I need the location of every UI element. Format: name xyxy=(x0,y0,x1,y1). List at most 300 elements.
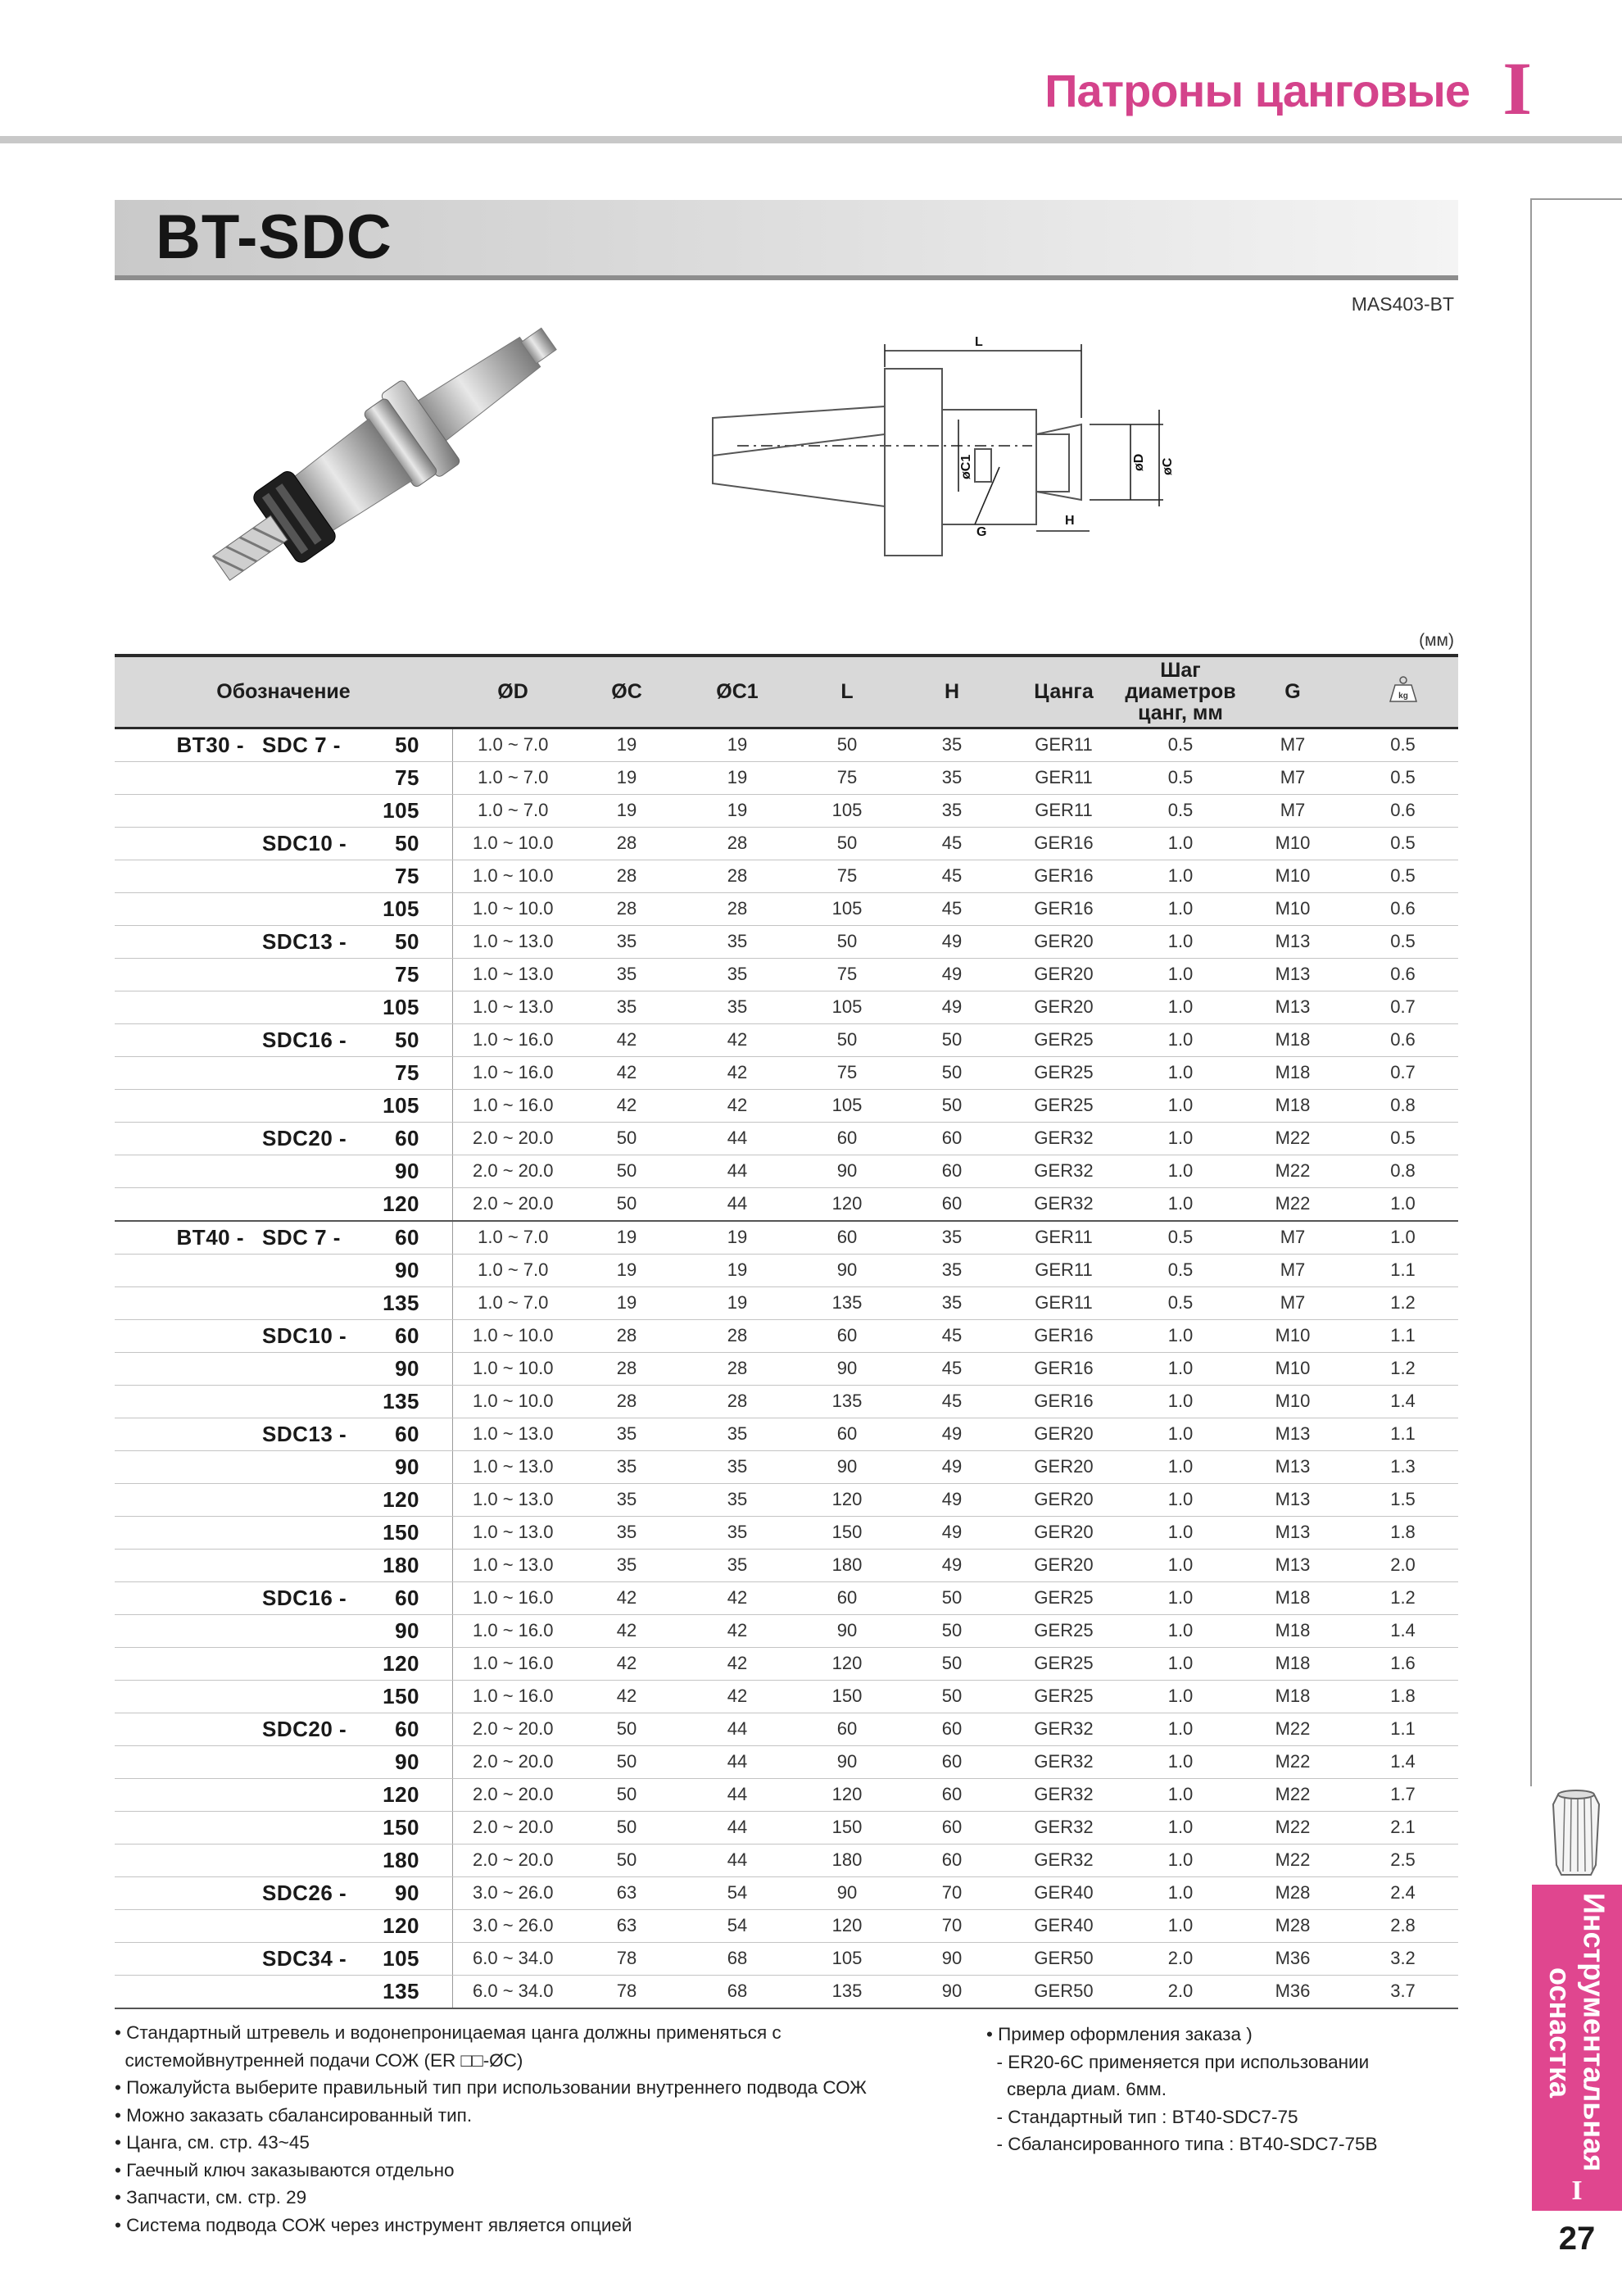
cell-h: 60 xyxy=(899,1778,1004,1811)
cell-designation xyxy=(115,1089,452,1122)
cell-designation xyxy=(115,860,452,892)
table-row xyxy=(115,1483,1458,1516)
product-title: BT-SDC xyxy=(156,202,392,272)
cell-c: 42 xyxy=(573,1056,680,1089)
cell-step: 1.0 xyxy=(1123,1516,1238,1549)
cell-d: 1.0 ~ 16.0 xyxy=(452,1614,573,1647)
cell-w: 1.1 xyxy=(1348,1418,1458,1450)
cell-h: 50 xyxy=(899,1647,1004,1680)
cell-d: 1.0 ~ 13.0 xyxy=(452,991,573,1023)
cell-d: 1.0 ~ 13.0 xyxy=(452,1450,573,1483)
cell-c1: 19 xyxy=(680,1286,795,1319)
note-line: системойвнутренней подачи СОЖ (ER □□-ØC) xyxy=(115,2049,523,2071)
table-row xyxy=(115,1909,1458,1942)
cell-designation xyxy=(115,761,452,794)
cell-l: 135 xyxy=(795,1975,899,2008)
cell-c: 19 xyxy=(573,1221,680,1255)
cell-step: 1.0 xyxy=(1123,1319,1238,1352)
cell-w: 0.5 xyxy=(1348,860,1458,892)
label-L: L xyxy=(975,335,983,349)
side-frame xyxy=(1530,198,1622,1786)
cell-g: M18 xyxy=(1238,1614,1348,1647)
cell-c1: 42 xyxy=(680,1023,795,1056)
cell-w: 1.4 xyxy=(1348,1614,1458,1647)
cell-w: 1.8 xyxy=(1348,1680,1458,1713)
cell-d: 1.0 ~ 16.0 xyxy=(452,1023,573,1056)
cell-g: M18 xyxy=(1238,1581,1348,1614)
cell-step: 1.0 xyxy=(1123,1056,1238,1089)
cell-g: M13 xyxy=(1238,925,1348,958)
cell-designation xyxy=(115,1056,452,1089)
cell-c: 78 xyxy=(573,1942,680,1975)
cell-d: 6.0 ~ 34.0 xyxy=(452,1942,573,1975)
cell-l: 90 xyxy=(795,1254,899,1286)
cell-step: 1.0 xyxy=(1123,1581,1238,1614)
designation-p2: SDC 7 - xyxy=(262,1224,341,1250)
col-designation: Обозначение xyxy=(216,680,351,704)
cell-l: 120 xyxy=(795,1647,899,1680)
designation-p3: 60 xyxy=(395,1125,419,1150)
cell-step: 1.0 xyxy=(1123,1614,1238,1647)
cell-l: 105 xyxy=(795,892,899,925)
cell-w: 1.2 xyxy=(1348,1286,1458,1319)
cell-h: 49 xyxy=(899,1450,1004,1483)
cell-designation xyxy=(115,1614,452,1647)
cell-g: M22 xyxy=(1238,1745,1348,1778)
cell-c: 28 xyxy=(573,827,680,860)
label-H: H xyxy=(1065,514,1075,528)
cell-collet: GER32 xyxy=(1004,1844,1123,1876)
designation-p3: 90 xyxy=(395,1749,419,1774)
designation-p2: SDC13 - xyxy=(262,928,347,954)
cell-d: 3.0 ~ 26.0 xyxy=(452,1876,573,1909)
cell-h: 35 xyxy=(899,1254,1004,1286)
cell-w: 1.8 xyxy=(1348,1516,1458,1549)
cell-c: 63 xyxy=(573,1909,680,1942)
technical-drawing xyxy=(705,328,1278,574)
designation-p2: SDC20 - xyxy=(262,1716,347,1741)
table-row xyxy=(115,1844,1458,1876)
cell-w: 1.7 xyxy=(1348,1778,1458,1811)
cell-l: 120 xyxy=(795,1483,899,1516)
cell-c1: 28 xyxy=(680,892,795,925)
cell-designation xyxy=(115,1352,452,1385)
cell-d: 1.0 ~ 7.0 xyxy=(452,1254,573,1286)
designation-p3: 75 xyxy=(395,961,419,987)
cell-collet: GER11 xyxy=(1004,1286,1123,1319)
cell-c1: 44 xyxy=(680,1713,795,1745)
table-row xyxy=(115,1549,1458,1581)
cell-c: 50 xyxy=(573,1122,680,1155)
cell-c: 35 xyxy=(573,991,680,1023)
header-divider xyxy=(0,136,1622,143)
col-g: G xyxy=(1284,680,1301,704)
cell-h: 50 xyxy=(899,1056,1004,1089)
designation-p3: 90 xyxy=(395,1257,419,1282)
cell-g: M22 xyxy=(1238,1811,1348,1844)
cell-d: 2.0 ~ 20.0 xyxy=(452,1713,573,1745)
cell-w: 0.5 xyxy=(1348,761,1458,794)
cell-c1: 35 xyxy=(680,958,795,991)
cell-w: 1.1 xyxy=(1348,1319,1458,1352)
designation-p3: 60 xyxy=(395,1585,419,1610)
cell-collet: GER20 xyxy=(1004,1516,1123,1549)
cell-designation xyxy=(115,1155,452,1187)
col-weight xyxy=(1348,656,1458,728)
cell-c1: 19 xyxy=(680,794,795,827)
cell-c: 19 xyxy=(573,1286,680,1319)
cell-g: M22 xyxy=(1238,1844,1348,1876)
cell-step: 0.5 xyxy=(1123,728,1238,761)
cell-w: 0.5 xyxy=(1348,925,1458,958)
cell-c1: 28 xyxy=(680,1385,795,1418)
cell-collet: GER20 xyxy=(1004,1418,1123,1450)
cell-step: 0.5 xyxy=(1123,761,1238,794)
cell-step: 1.0 xyxy=(1123,1122,1238,1155)
cell-d: 1.0 ~ 13.0 xyxy=(452,1549,573,1581)
table-row xyxy=(115,1254,1458,1286)
cell-d: 1.0 ~ 7.0 xyxy=(452,1286,573,1319)
cell-c1: 68 xyxy=(680,1975,795,2008)
cell-h: 35 xyxy=(899,794,1004,827)
cell-g: M7 xyxy=(1238,1221,1348,1255)
cell-designation xyxy=(115,1254,452,1286)
cell-d: 1.0 ~ 13.0 xyxy=(452,1516,573,1549)
cell-g: M10 xyxy=(1238,860,1348,892)
cell-step: 1.0 xyxy=(1123,1909,1238,1942)
designation-p3: 60 xyxy=(395,1716,419,1741)
designation-p2: SDC16 - xyxy=(262,1027,347,1052)
cell-l: 150 xyxy=(795,1516,899,1549)
cell-c1: 35 xyxy=(680,1450,795,1483)
cell-designation xyxy=(115,1319,452,1352)
cell-c: 50 xyxy=(573,1778,680,1811)
cell-c1: 42 xyxy=(680,1614,795,1647)
cell-collet: GER50 xyxy=(1004,1942,1123,1975)
cell-c: 35 xyxy=(573,1516,680,1549)
cell-c1: 54 xyxy=(680,1909,795,1942)
cell-l: 135 xyxy=(795,1385,899,1418)
cell-g: M13 xyxy=(1238,1483,1348,1516)
col-h: H xyxy=(944,680,960,704)
cell-designation xyxy=(115,1385,452,1418)
cell-designation xyxy=(115,1745,452,1778)
col-l: L xyxy=(840,680,854,704)
cell-h: 35 xyxy=(899,728,1004,761)
table-row xyxy=(115,728,1458,761)
cell-w: 1.0 xyxy=(1348,1221,1458,1255)
note-line: - Сбалансированного типа : BT40-SDC7-75B xyxy=(986,2134,1378,2154)
cell-step: 1.0 xyxy=(1123,1811,1238,1844)
cell-c: 35 xyxy=(573,1483,680,1516)
designation-p3: 105 xyxy=(383,1092,419,1118)
table-row xyxy=(115,1680,1458,1713)
cell-g: M22 xyxy=(1238,1155,1348,1187)
table-row xyxy=(115,1155,1458,1187)
cell-h: 35 xyxy=(899,1286,1004,1319)
cell-step: 1.0 xyxy=(1123,1680,1238,1713)
cell-step: 1.0 xyxy=(1123,1844,1238,1876)
cell-c: 50 xyxy=(573,1187,680,1221)
cell-d: 1.0 ~ 7.0 xyxy=(452,794,573,827)
cell-designation xyxy=(115,1122,452,1155)
table-row xyxy=(115,892,1458,925)
note-line: • Стандартный штревель и водонепроницаемая цанга должны применяться с xyxy=(115,2022,782,2043)
note-line: • Пожалуйста выберите правильный тип при использовании внутреннего подвода СОЖ xyxy=(115,2077,867,2098)
label-G: G xyxy=(976,525,987,539)
cell-step: 1.0 xyxy=(1123,827,1238,860)
cell-collet: GER25 xyxy=(1004,1056,1123,1089)
cell-h: 49 xyxy=(899,991,1004,1023)
designation-p3: 105 xyxy=(383,994,419,1019)
cell-h: 50 xyxy=(899,1680,1004,1713)
designation-p3: 120 xyxy=(383,1650,419,1676)
cell-l: 180 xyxy=(795,1549,899,1581)
cell-designation xyxy=(115,1647,452,1680)
table-row xyxy=(115,1385,1458,1418)
cell-l: 90 xyxy=(795,1450,899,1483)
cell-g: M13 xyxy=(1238,958,1348,991)
cell-designation xyxy=(115,1581,452,1614)
cell-g: M7 xyxy=(1238,761,1348,794)
cell-h: 49 xyxy=(899,1483,1004,1516)
banner-shadow xyxy=(115,275,1458,280)
cell-designation xyxy=(115,1450,452,1483)
cell-h: 35 xyxy=(899,1221,1004,1255)
designation-p2: SDC26 - xyxy=(262,1880,347,1905)
cell-w: 2.4 xyxy=(1348,1876,1458,1909)
cell-h: 45 xyxy=(899,892,1004,925)
note-line: • Система подвода СОЖ через инструмент является опцией xyxy=(115,2214,632,2235)
note-line: • Запчасти, см. стр. 29 xyxy=(115,2187,307,2208)
cell-step: 0.5 xyxy=(1123,1286,1238,1319)
table-row xyxy=(115,1319,1458,1352)
designation-p3: 75 xyxy=(395,1060,419,1085)
cell-step: 0.5 xyxy=(1123,794,1238,827)
cell-c1: 44 xyxy=(680,1122,795,1155)
cell-g: M10 xyxy=(1238,827,1348,860)
cell-w: 1.1 xyxy=(1348,1713,1458,1745)
cell-collet: GER11 xyxy=(1004,761,1123,794)
table-row xyxy=(115,1713,1458,1745)
table-row xyxy=(115,1122,1458,1155)
cell-designation xyxy=(115,1811,452,1844)
cell-designation xyxy=(115,892,452,925)
cell-collet: GER32 xyxy=(1004,1811,1123,1844)
cell-step: 1.0 xyxy=(1123,1089,1238,1122)
cell-w: 2.5 xyxy=(1348,1844,1458,1876)
designation-p3: 180 xyxy=(383,1552,419,1577)
cell-d: 1.0 ~ 10.0 xyxy=(452,1385,573,1418)
cell-g: M13 xyxy=(1238,1516,1348,1549)
cell-c: 19 xyxy=(573,728,680,761)
cell-w: 1.1 xyxy=(1348,1254,1458,1286)
cell-g: M18 xyxy=(1238,1647,1348,1680)
cell-c1: 44 xyxy=(680,1778,795,1811)
cell-l: 50 xyxy=(795,1023,899,1056)
cell-c: 19 xyxy=(573,761,680,794)
cell-l: 105 xyxy=(795,794,899,827)
cell-c1: 68 xyxy=(680,1942,795,1975)
designation-p3: 90 xyxy=(395,1158,419,1183)
cell-h: 60 xyxy=(899,1122,1004,1155)
cell-c: 35 xyxy=(573,925,680,958)
cell-c1: 35 xyxy=(680,1418,795,1450)
cell-collet: GER20 xyxy=(1004,958,1123,991)
cell-c: 50 xyxy=(573,1745,680,1778)
cell-c: 35 xyxy=(573,1418,680,1450)
weight-icon-label: kg xyxy=(1398,691,1408,701)
cell-step: 1.0 xyxy=(1123,1352,1238,1385)
cell-h: 70 xyxy=(899,1909,1004,1942)
cell-h: 60 xyxy=(899,1713,1004,1745)
cell-g: M13 xyxy=(1238,1549,1348,1581)
cell-w: 1.2 xyxy=(1348,1581,1458,1614)
cell-d: 1.0 ~ 10.0 xyxy=(452,892,573,925)
cell-c: 42 xyxy=(573,1581,680,1614)
cell-c1: 19 xyxy=(680,1221,795,1255)
standard-label: MAS403-BT xyxy=(1351,293,1454,315)
cell-l: 105 xyxy=(795,991,899,1023)
cell-c: 78 xyxy=(573,1975,680,2008)
cell-c: 28 xyxy=(573,860,680,892)
cell-l: 120 xyxy=(795,1187,899,1221)
cell-w: 1.5 xyxy=(1348,1483,1458,1516)
designation-p3: 60 xyxy=(395,1421,419,1446)
cell-w: 0.6 xyxy=(1348,958,1458,991)
cell-l: 135 xyxy=(795,1286,899,1319)
unit-label: (мм) xyxy=(1419,631,1454,650)
cell-c1: 44 xyxy=(680,1187,795,1221)
cell-w: 1.2 xyxy=(1348,1352,1458,1385)
cell-l: 60 xyxy=(795,1581,899,1614)
page-number: 27 xyxy=(1558,2221,1596,2257)
designation-p2: SDC 7 - xyxy=(262,732,341,757)
cell-g: M10 xyxy=(1238,892,1348,925)
collet-icon xyxy=(1542,1786,1611,1885)
cell-c: 42 xyxy=(573,1680,680,1713)
cell-h: 49 xyxy=(899,1516,1004,1549)
table-row xyxy=(115,1023,1458,1056)
note-line: - ER20-6C применяется при использовании xyxy=(986,2051,1370,2072)
cell-collet: GER25 xyxy=(1004,1614,1123,1647)
designation-p3: 120 xyxy=(383,1913,419,1938)
designation-p2: SDC13 - xyxy=(262,1421,347,1446)
cell-step: 1.0 xyxy=(1123,1876,1238,1909)
cell-c: 50 xyxy=(573,1811,680,1844)
cell-c1: 19 xyxy=(680,1254,795,1286)
label-C: øC xyxy=(1161,457,1175,475)
cell-designation xyxy=(115,1516,452,1549)
cell-c: 19 xyxy=(573,794,680,827)
cell-c1: 42 xyxy=(680,1056,795,1089)
designation-p3: 150 xyxy=(383,1519,419,1545)
designation-p3: 105 xyxy=(383,1945,419,1971)
cell-g: M22 xyxy=(1238,1187,1348,1221)
cell-step: 1.0 xyxy=(1123,1450,1238,1483)
cell-c1: 19 xyxy=(680,761,795,794)
table-row xyxy=(115,1778,1458,1811)
cell-designation xyxy=(115,1942,452,1975)
cell-c1: 42 xyxy=(680,1089,795,1122)
designation-p3: 75 xyxy=(395,765,419,790)
label-C1: øC1 xyxy=(959,454,973,479)
cell-designation xyxy=(115,925,452,958)
cell-l: 180 xyxy=(795,1844,899,1876)
cell-c1: 35 xyxy=(680,1516,795,1549)
cell-c1: 19 xyxy=(680,728,795,761)
cell-designation xyxy=(115,991,452,1023)
cell-h: 60 xyxy=(899,1155,1004,1187)
cell-l: 90 xyxy=(795,1352,899,1385)
cell-d: 3.0 ~ 26.0 xyxy=(452,1909,573,1942)
cell-h: 45 xyxy=(899,1385,1004,1418)
cell-c1: 54 xyxy=(680,1876,795,1909)
cell-collet: GER20 xyxy=(1004,1549,1123,1581)
cell-c: 35 xyxy=(573,1450,680,1483)
table-row xyxy=(115,925,1458,958)
cell-designation xyxy=(115,958,452,991)
cell-c1: 35 xyxy=(680,1483,795,1516)
cell-d: 1.0 ~ 16.0 xyxy=(452,1056,573,1089)
cell-step: 1.0 xyxy=(1123,1483,1238,1516)
cell-w: 0.6 xyxy=(1348,1023,1458,1056)
cell-c1: 44 xyxy=(680,1155,795,1187)
cell-step: 0.5 xyxy=(1123,1221,1238,1255)
cell-d: 2.0 ~ 20.0 xyxy=(452,1122,573,1155)
cell-w: 1.4 xyxy=(1348,1385,1458,1418)
cell-designation xyxy=(115,1713,452,1745)
cell-h: 45 xyxy=(899,1352,1004,1385)
cell-designation xyxy=(115,1483,452,1516)
cell-step: 1.0 xyxy=(1123,892,1238,925)
designation-p2: SDC20 - xyxy=(262,1125,347,1150)
cell-collet: GER11 xyxy=(1004,794,1123,827)
cell-w: 3.7 xyxy=(1348,1975,1458,2008)
cell-w: 1.3 xyxy=(1348,1450,1458,1483)
col-c: ØC xyxy=(611,680,642,704)
cell-c1: 42 xyxy=(680,1680,795,1713)
cell-d: 2.0 ~ 20.0 xyxy=(452,1778,573,1811)
cell-designation xyxy=(115,1975,452,2008)
cell-collet: GER11 xyxy=(1004,728,1123,761)
side-tab-label[interactable]: Инструментальная оснастка xyxy=(1543,1892,1611,2172)
cell-g: M7 xyxy=(1238,1286,1348,1319)
note-line: • Цанга, см. стр. 43~45 xyxy=(115,2132,310,2153)
cell-d: 1.0 ~ 7.0 xyxy=(452,728,573,761)
cell-c: 50 xyxy=(573,1844,680,1876)
cell-g: M28 xyxy=(1238,1909,1348,1942)
designation-p3: 150 xyxy=(383,1814,419,1840)
cell-w: 0.5 xyxy=(1348,728,1458,761)
cell-h: 45 xyxy=(899,1319,1004,1352)
designation-p3: 50 xyxy=(395,830,419,855)
cell-c1: 42 xyxy=(680,1581,795,1614)
cell-collet: GER25 xyxy=(1004,1581,1123,1614)
designation-p3: 105 xyxy=(383,797,419,823)
cell-collet: GER32 xyxy=(1004,1187,1123,1221)
cell-c1: 44 xyxy=(680,1811,795,1844)
cell-g: M36 xyxy=(1238,1942,1348,1975)
cell-g: M7 xyxy=(1238,1254,1348,1286)
cell-c1: 28 xyxy=(680,1319,795,1352)
cell-l: 60 xyxy=(795,1221,899,1255)
cell-collet: GER11 xyxy=(1004,1221,1123,1255)
cell-w: 0.7 xyxy=(1348,991,1458,1023)
cell-designation xyxy=(115,1286,452,1319)
cell-w: 0.5 xyxy=(1348,1122,1458,1155)
note-line: сверла диам. 6мм. xyxy=(986,2079,1167,2099)
